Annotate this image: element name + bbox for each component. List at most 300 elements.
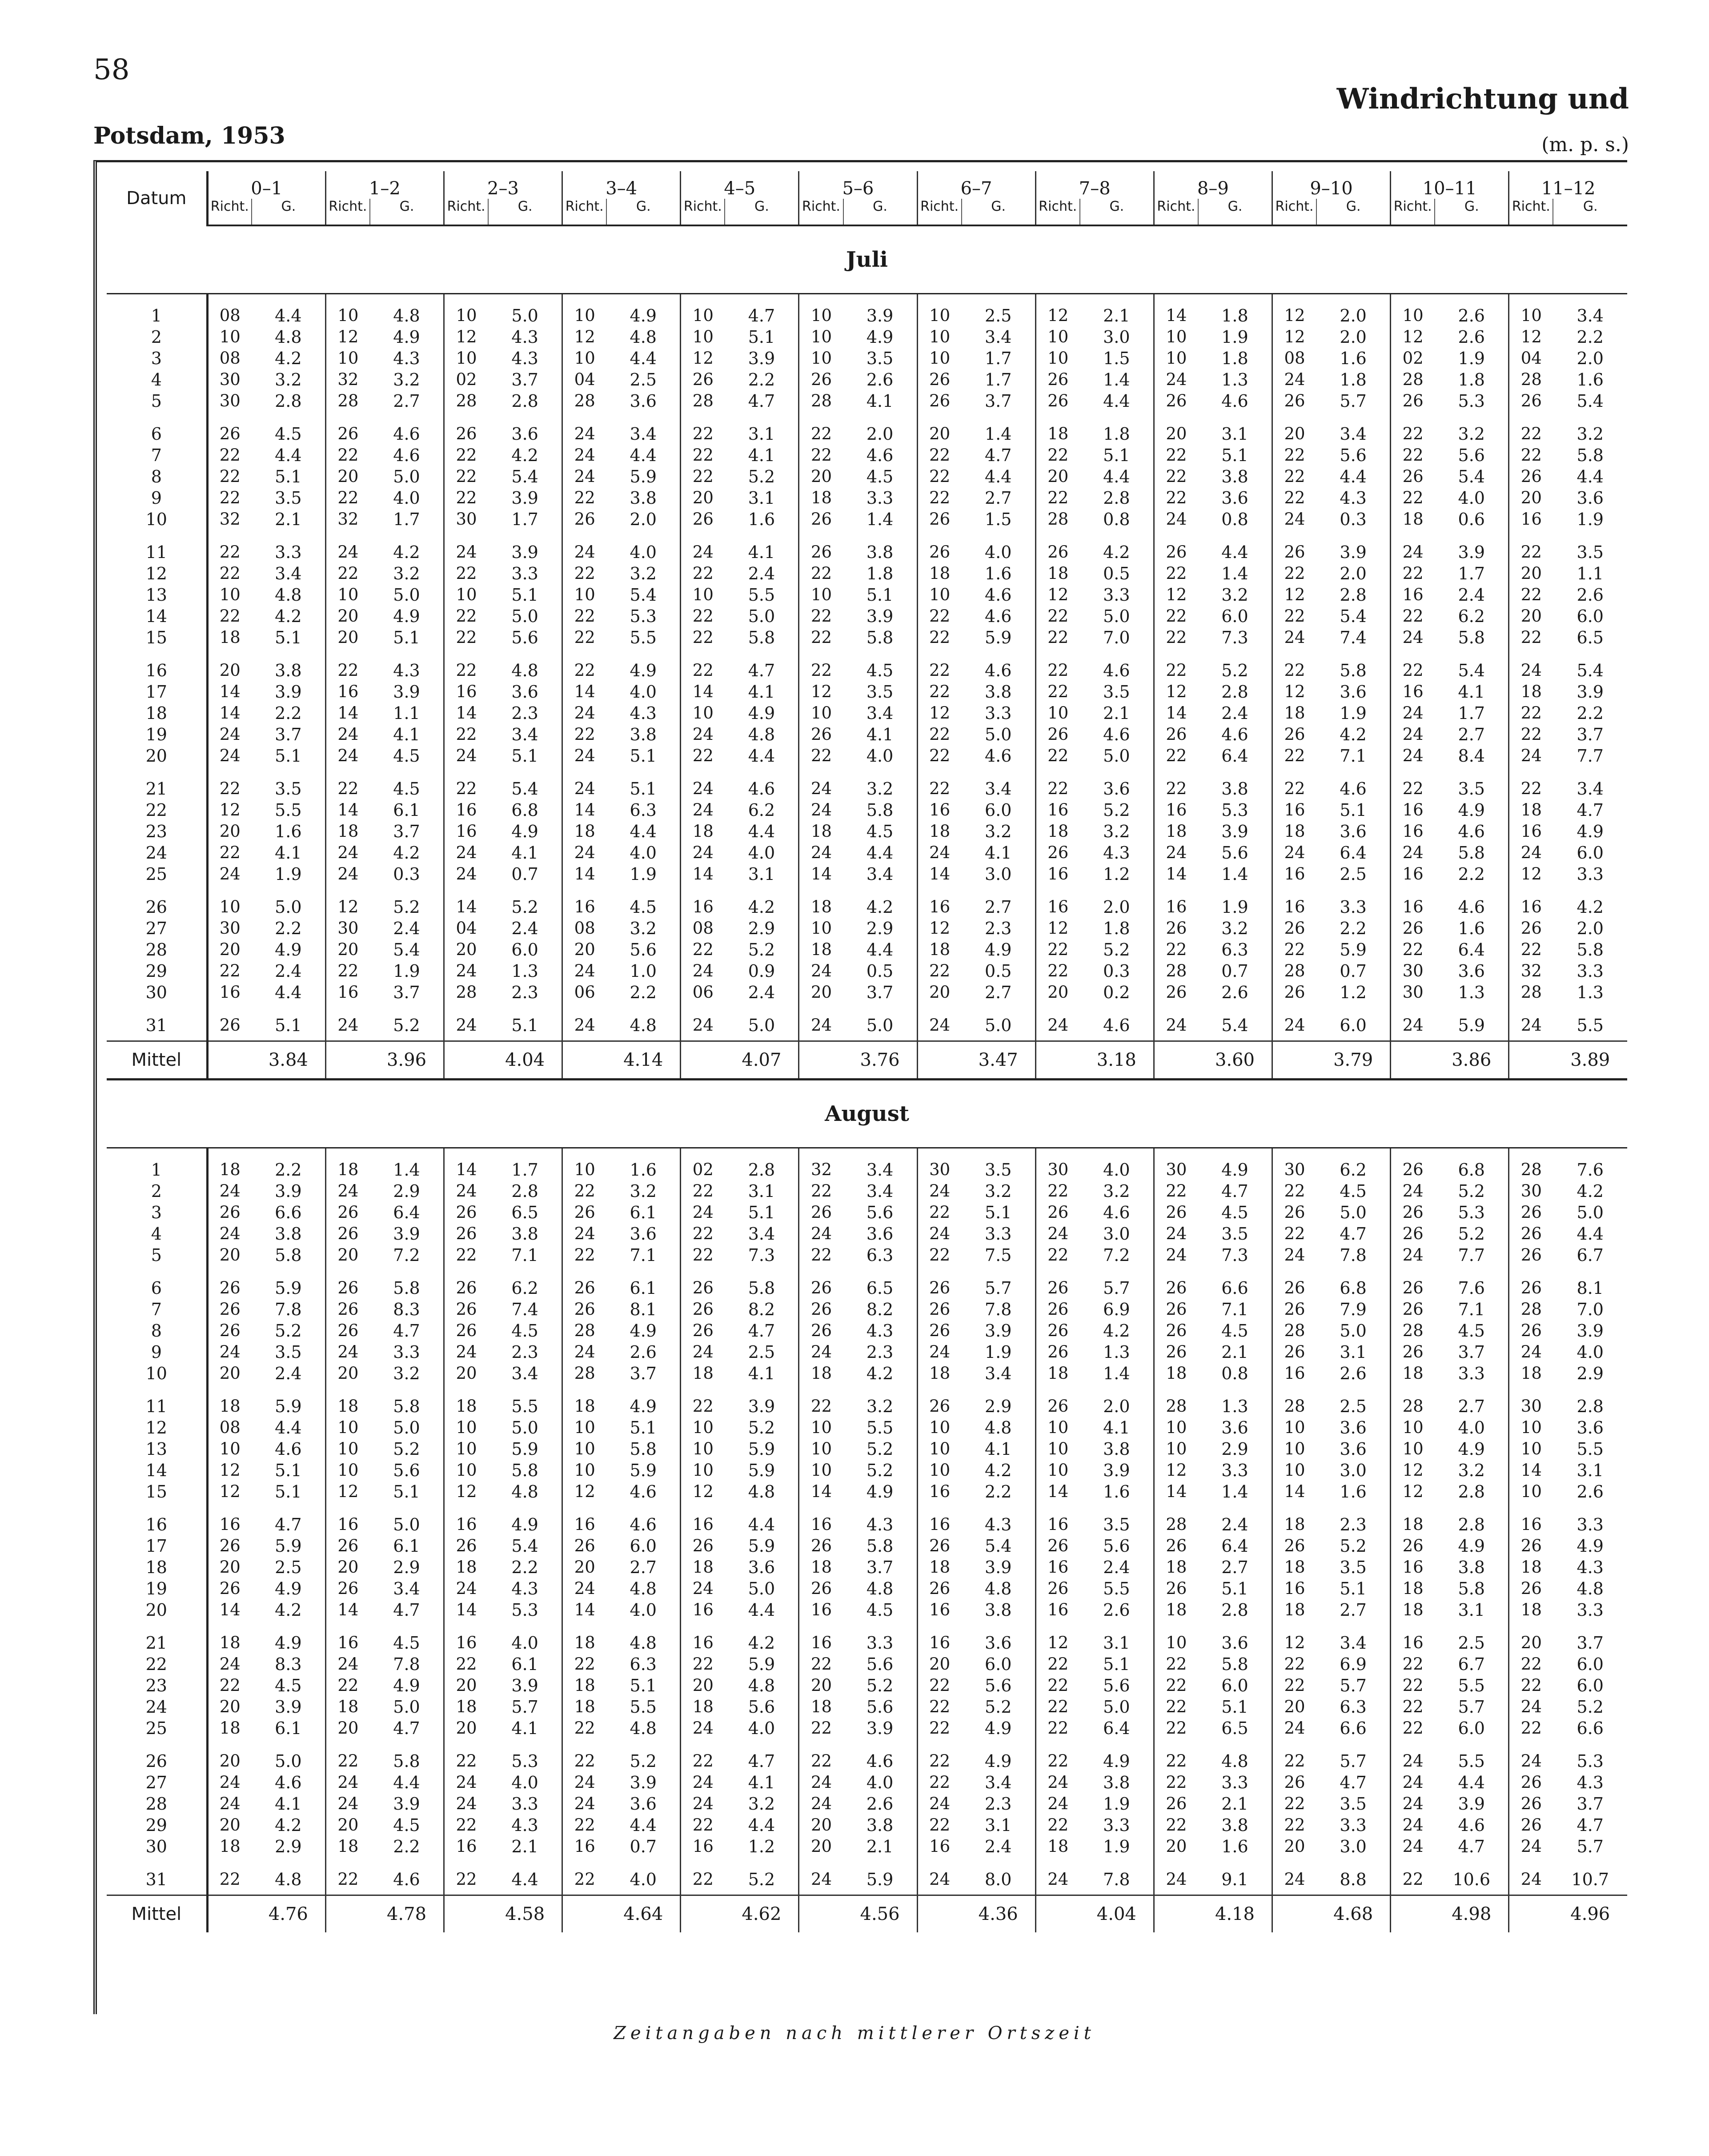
direction-cell: 20 <box>207 1245 252 1266</box>
speed-cell: 4.9 <box>630 1321 657 1341</box>
speed-cell: 4.0 <box>511 1633 538 1653</box>
day-cell: 29 <box>107 960 207 982</box>
direction-cell: 26 <box>1272 982 1316 1003</box>
direction-cell: 22 <box>917 487 962 509</box>
mean-direction-empty <box>325 1895 370 1933</box>
day-cell: 17 <box>107 681 207 703</box>
speed-cell: 0.5 <box>1103 564 1130 583</box>
speed-cell: 3.4 <box>866 1181 894 1201</box>
speed-cell: 4.9 <box>984 1718 1012 1738</box>
mean-direction-empty <box>325 1041 370 1080</box>
speed-cell: 6.9 <box>1103 1300 1130 1319</box>
direction-cell: 10 <box>1035 1417 1080 1438</box>
day-cell: 3 <box>107 1202 207 1223</box>
direction-cell: 22 <box>1035 767 1080 799</box>
speed-cell: 4.8 <box>748 1676 775 1695</box>
hour-interval-header: 11–12 <box>1509 171 1627 199</box>
day-cell: 11 <box>107 530 207 563</box>
speed-cell: 5.5 <box>1577 1439 1604 1459</box>
speed-cell: 3.9 <box>275 1181 302 1201</box>
speed-cell: 2.2 <box>511 1558 538 1577</box>
speed-cell: 4.2 <box>748 1633 775 1653</box>
direction-cell: 22 <box>444 627 488 648</box>
speed-cell: 4.1 <box>511 1718 538 1738</box>
speed-cell: 6.1 <box>630 1203 657 1222</box>
mean-direction-empty <box>799 1041 843 1080</box>
direction-subheader: Richt. <box>917 199 962 225</box>
speed-cell: 3.1 <box>1221 424 1248 444</box>
speed-cell: 2.3 <box>984 919 1012 938</box>
direction-cell: 18 <box>917 939 962 960</box>
direction-cell: 22 <box>1035 1696 1080 1718</box>
speed-cell: 5.0 <box>1577 1203 1604 1222</box>
speed-cell: 4.6 <box>630 1482 657 1502</box>
direction-cell: 10 <box>562 584 607 606</box>
mean-speed-cell: 3.79 <box>1316 1041 1390 1080</box>
day-cell: 17 <box>107 1535 207 1557</box>
speed-cell: 3.4 <box>748 1224 775 1244</box>
speed-cell: 2.7 <box>984 488 1012 508</box>
direction-cell: 22 <box>444 1739 488 1772</box>
direction-cell: 18 <box>1509 1599 1553 1621</box>
direction-cell: 26 <box>444 1320 488 1341</box>
speed-cell: 4.4 <box>275 446 302 465</box>
speed-cell: 5.3 <box>630 606 657 626</box>
speed-cell: 3.8 <box>1103 1439 1130 1459</box>
day-cell: 4 <box>107 1223 207 1245</box>
direction-cell: 18 <box>917 821 962 842</box>
speed-cell: 3.9 <box>393 682 420 702</box>
day-cell: 5 <box>107 390 207 412</box>
speed-cell: 4.9 <box>1577 822 1604 841</box>
speed-cell: 4.4 <box>275 306 302 325</box>
speed-cell: 5.5 <box>630 1697 657 1717</box>
speed-cell: 2.7 <box>393 391 420 411</box>
speed-cell: 4.7 <box>748 661 775 680</box>
day-row <box>107 606 1627 627</box>
speed-cell: 2.2 <box>1340 919 1367 938</box>
direction-cell: 16 <box>1391 885 1435 918</box>
unit-label: (m. p. s.) <box>1541 133 1629 156</box>
day-row <box>107 1836 1627 1857</box>
day-row <box>107 412 1627 445</box>
direction-cell: 10 <box>325 1417 370 1438</box>
direction-cell: 26 <box>1272 1299 1316 1320</box>
direction-cell: 20 <box>917 982 962 1003</box>
direction-subheader: Richt. <box>1154 199 1198 225</box>
direction-cell: 14 <box>799 863 843 885</box>
speed-cell: 5.1 <box>275 467 302 486</box>
speed-cell: 2.0 <box>866 424 894 444</box>
hour-interval-header: 8–9 <box>1154 171 1272 199</box>
speed-cell: 3.7 <box>1577 725 1604 744</box>
speed-cell: 5.2 <box>511 897 538 917</box>
speed-cell: 4.1 <box>748 446 775 465</box>
day-cell: 24 <box>107 842 207 863</box>
day-cell: 10 <box>107 1363 207 1384</box>
direction-cell: 26 <box>799 369 843 390</box>
direction-cell: 18 <box>799 885 843 918</box>
direction-cell: 12 <box>1272 294 1316 327</box>
direction-cell: 26 <box>917 1299 962 1320</box>
direction-cell: 28 <box>562 1320 607 1341</box>
direction-cell: 18 <box>562 821 607 842</box>
speed-cell: 1.3 <box>1103 1342 1130 1362</box>
direction-cell: 26 <box>1272 1535 1316 1557</box>
speed-cell: 0.3 <box>393 864 420 884</box>
day-row <box>107 530 1627 563</box>
direction-cell: 22 <box>1154 767 1198 799</box>
speed-cell: 6.3 <box>630 1654 657 1674</box>
direction-cell: 10 <box>444 348 488 369</box>
speed-cell: 5.1 <box>1221 446 1248 465</box>
direction-cell: 16 <box>799 1502 843 1535</box>
speed-cell: 4.5 <box>275 424 302 444</box>
speed-cell: 3.8 <box>630 725 657 744</box>
speed-cell: 4.5 <box>866 1600 894 1620</box>
day-cell: 14 <box>107 1460 207 1481</box>
speed-cell: 3.0 <box>1340 1461 1367 1480</box>
direction-cell: 24 <box>562 1341 607 1363</box>
direction-cell: 24 <box>444 960 488 982</box>
speed-cell: 6.6 <box>1221 1278 1248 1298</box>
direction-cell: 22 <box>1272 648 1316 681</box>
direction-cell: 26 <box>1509 1266 1553 1299</box>
direction-cell: 28 <box>1272 1320 1316 1341</box>
speed-cell: 4.3 <box>511 327 538 347</box>
direction-cell: 22 <box>562 487 607 509</box>
direction-cell: 30 <box>325 918 370 939</box>
direction-cell: 22 <box>1035 681 1080 703</box>
day-row <box>107 842 1627 863</box>
direction-cell: 22 <box>562 1245 607 1266</box>
speed-cell: 2.3 <box>511 983 538 1002</box>
direction-cell: 20 <box>1509 606 1553 627</box>
direction-cell: 16 <box>207 1502 252 1535</box>
direction-subheader: Richt. <box>799 199 843 225</box>
hour-interval-header: 6–7 <box>917 171 1035 199</box>
speed-cell: 1.4 <box>1221 564 1248 583</box>
direction-cell: 26 <box>562 1299 607 1320</box>
direction-cell: 18 <box>799 939 843 960</box>
direction-cell: 16 <box>444 1502 488 1535</box>
direction-cell: 16 <box>325 1621 370 1654</box>
day-row <box>107 799 1627 821</box>
direction-cell: 16 <box>1035 1599 1080 1621</box>
direction-cell: 24 <box>207 724 252 745</box>
speed-cell: 6.0 <box>984 800 1012 820</box>
speed-cell: 4.3 <box>1340 488 1367 508</box>
speed-cell: 3.2 <box>1103 1181 1130 1201</box>
direction-cell: 18 <box>207 1836 252 1857</box>
speed-cell: 2.2 <box>275 919 302 938</box>
speed-cell: 1.6 <box>1221 1837 1248 1856</box>
direction-cell: 22 <box>207 563 252 584</box>
speed-cell: 5.7 <box>1577 1837 1604 1856</box>
speed-cell: 1.9 <box>275 864 302 884</box>
speed-cell: 5.0 <box>275 897 302 917</box>
direction-cell: 22 <box>1154 1772 1198 1793</box>
speed-cell: 3.8 <box>1103 1773 1130 1792</box>
direction-cell: 32 <box>207 509 252 530</box>
direction-cell: 24 <box>681 1202 725 1223</box>
speed-cell: 2.4 <box>984 1837 1012 1856</box>
speed-cell: 1.4 <box>393 1160 420 1180</box>
speed-cell: 3.8 <box>1221 1815 1248 1835</box>
direction-cell: 22 <box>681 1857 725 1895</box>
direction-cell: 16 <box>1391 821 1435 842</box>
direction-cell: 10 <box>799 326 843 348</box>
direction-cell: 28 <box>1391 369 1435 390</box>
speed-cell: 5.8 <box>1577 940 1604 960</box>
day-row <box>107 1557 1627 1578</box>
direction-cell: 24 <box>207 1180 252 1202</box>
direction-subheader: Richt. <box>1035 199 1080 225</box>
speed-cell: 8.2 <box>748 1300 775 1319</box>
mean-speed-cell: 4.07 <box>725 1041 798 1080</box>
direction-cell: 28 <box>1391 1320 1435 1341</box>
direction-cell: 22 <box>325 563 370 584</box>
speed-cell: 5.1 <box>1221 1579 1248 1598</box>
speed-cell: 5.4 <box>393 940 420 960</box>
speed-cell: 6.8 <box>1340 1278 1367 1298</box>
direction-cell: 26 <box>917 530 962 563</box>
direction-cell: 10 <box>207 326 252 348</box>
direction-cell: 16 <box>444 821 488 842</box>
day-cell: 3 <box>107 348 207 369</box>
speed-cell: 3.9 <box>748 1397 775 1416</box>
direction-cell: 16 <box>1272 1363 1316 1384</box>
mean-direction-empty <box>681 1041 725 1080</box>
direction-cell: 22 <box>1154 1718 1198 1739</box>
direction-cell: 10 <box>681 1438 725 1460</box>
speed-cell: 2.7 <box>630 1558 657 1577</box>
speed-cell: 5.2 <box>748 940 775 960</box>
speed-cell: 4.3 <box>866 1515 894 1534</box>
direction-cell: 26 <box>917 1320 962 1341</box>
direction-cell: 22 <box>1154 1675 1198 1696</box>
direction-cell: 26 <box>1035 1299 1080 1320</box>
speed-cell: 4.5 <box>393 746 420 766</box>
speed-cell: 5.7 <box>1340 1751 1367 1771</box>
speed-cell: 4.5 <box>1340 1181 1367 1201</box>
speed-cell: 3.8 <box>1458 1558 1485 1577</box>
direction-cell: 26 <box>681 1266 725 1299</box>
speed-cell: 5.9 <box>1340 940 1367 960</box>
direction-cell: 26 <box>1391 1223 1435 1245</box>
direction-cell: 10 <box>444 294 488 327</box>
direction-cell: 24 <box>799 799 843 821</box>
direction-cell: 06 <box>681 982 725 1003</box>
direction-cell: 22 <box>207 487 252 509</box>
direction-cell: 18 <box>325 1696 370 1718</box>
direction-cell: 26 <box>1154 1793 1198 1815</box>
direction-cell: 28 <box>1509 982 1553 1003</box>
speed-cell: 4.4 <box>630 822 657 841</box>
direction-cell: 16 <box>681 1502 725 1535</box>
speed-cell: 2.8 <box>511 1181 538 1201</box>
speed-cell: 5.6 <box>1340 446 1367 465</box>
direction-cell: 22 <box>1272 466 1316 487</box>
speed-cell: 6.4 <box>1221 1536 1248 1556</box>
speed-cell: 3.9 <box>1577 1321 1604 1341</box>
day-row <box>107 445 1627 466</box>
speed-cell: 2.4 <box>1458 585 1485 605</box>
speed-cell: 5.1 <box>511 585 538 605</box>
direction-cell: 14 <box>1272 1481 1316 1502</box>
direction-cell: 26 <box>1035 369 1080 390</box>
speed-cell: 0.5 <box>866 961 894 981</box>
direction-cell: 22 <box>917 466 962 487</box>
direction-cell: 16 <box>1035 863 1080 885</box>
direction-cell: 26 <box>799 1535 843 1557</box>
month-heading: Juli <box>107 225 1627 294</box>
speed-cell: 2.4 <box>1103 1558 1130 1577</box>
date-column-header: Datum <box>107 171 207 225</box>
direction-cell: 24 <box>681 724 725 745</box>
speed-cell: 5.8 <box>1340 661 1367 680</box>
direction-cell: 12 <box>917 918 962 939</box>
day-row <box>107 1793 1627 1815</box>
direction-cell: 22 <box>1391 445 1435 466</box>
speed-cell: 5.0 <box>393 1515 420 1534</box>
direction-cell: 10 <box>681 294 725 327</box>
speed-cell: 2.2 <box>275 1160 302 1180</box>
speed-cell: 3.7 <box>1577 1633 1604 1653</box>
speed-cell: 5.7 <box>511 1697 538 1717</box>
day-row <box>107 294 1627 327</box>
speed-cell: 2.7 <box>1458 725 1485 744</box>
direction-cell: 28 <box>1509 1148 1553 1181</box>
direction-cell: 22 <box>562 1654 607 1675</box>
speed-cell: 5.6 <box>748 1697 775 1717</box>
direction-cell: 14 <box>444 1599 488 1621</box>
direction-subheader: Richt. <box>207 199 252 225</box>
speed-cell: 3.2 <box>393 370 420 389</box>
direction-cell: 22 <box>444 606 488 627</box>
speed-cell: 2.8 <box>1340 585 1367 605</box>
speed-cell: 3.3 <box>1221 1773 1248 1792</box>
speed-cell: 2.6 <box>1340 1364 1367 1383</box>
speed-cell: 6.1 <box>393 800 420 820</box>
speed-cell: 4.2 <box>866 1364 894 1383</box>
hour-interval-header: 1–2 <box>325 171 444 199</box>
speed-cell: 3.4 <box>984 327 1012 347</box>
direction-cell: 32 <box>799 1148 843 1181</box>
direction-cell: 22 <box>799 648 843 681</box>
day-cell: 24 <box>107 1696 207 1718</box>
direction-cell: 10 <box>325 1438 370 1460</box>
mean-direction-empty <box>1035 1041 1080 1080</box>
speed-cell: 5.1 <box>275 1482 302 1502</box>
speed-cell: 4.1 <box>748 542 775 562</box>
direction-cell: 14 <box>1154 1481 1198 1502</box>
mean-direction-empty <box>1035 1895 1080 1933</box>
speed-cell: 4.4 <box>275 1418 302 1437</box>
speed-cell: 5.0 <box>984 1016 1012 1035</box>
speed-cell: 4.3 <box>984 1515 1012 1534</box>
direction-cell: 26 <box>207 1003 252 1041</box>
direction-cell: 12 <box>1391 1481 1435 1502</box>
speed-cell: 3.2 <box>1221 585 1248 605</box>
speed-cell: 3.3 <box>984 703 1012 723</box>
direction-cell: 24 <box>681 1003 725 1041</box>
speed-cell: 4.4 <box>866 940 894 960</box>
direction-cell: 20 <box>1272 1696 1316 1718</box>
speed-cell: 2.8 <box>275 391 302 411</box>
speed-cell: 7.0 <box>1577 1300 1604 1319</box>
speed-cell: 2.3 <box>511 703 538 723</box>
speed-cell: 6.0 <box>1577 843 1604 863</box>
speed-cell: 4.4 <box>748 1815 775 1835</box>
direction-cell: 26 <box>1035 842 1080 863</box>
mean-direction-empty <box>444 1895 488 1933</box>
direction-cell: 22 <box>681 1245 725 1266</box>
direction-cell: 20 <box>207 1696 252 1718</box>
direction-cell: 26 <box>1035 530 1080 563</box>
direction-cell: 18 <box>444 1384 488 1417</box>
direction-cell: 24 <box>325 1341 370 1363</box>
speed-cell: 3.5 <box>275 488 302 508</box>
speed-cell: 4.9 <box>1458 1439 1485 1459</box>
direction-cell: 16 <box>681 1599 725 1621</box>
speed-cell: 3.1 <box>748 488 775 508</box>
day-cell: 30 <box>107 1836 207 1857</box>
direction-cell: 10 <box>917 1460 962 1481</box>
direction-cell: 24 <box>325 1654 370 1675</box>
speed-cell: 4.6 <box>1103 725 1130 744</box>
day-cell: 6 <box>107 1266 207 1299</box>
direction-cell: 18 <box>1272 1599 1316 1621</box>
speed-cell: 6.0 <box>1577 1676 1604 1695</box>
day-cell: 25 <box>107 863 207 885</box>
speed-cell: 3.9 <box>275 682 302 702</box>
direction-cell: 26 <box>1391 1299 1435 1320</box>
direction-cell: 10 <box>799 918 843 939</box>
day-cell: 28 <box>107 1793 207 1815</box>
direction-cell: 16 <box>917 885 962 918</box>
direction-cell: 22 <box>1154 445 1198 466</box>
speed-cell: 2.8 <box>1103 488 1130 508</box>
day-row <box>107 627 1627 648</box>
speed-cell: 3.3 <box>1103 1815 1130 1835</box>
speed-cell: 6.1 <box>511 1654 538 1674</box>
speed-cell: 4.2 <box>275 606 302 626</box>
direction-cell: 24 <box>325 724 370 745</box>
speed-subheader: G. <box>1080 199 1154 225</box>
speed-cell: 3.2 <box>393 1364 420 1383</box>
direction-cell: 14 <box>917 863 962 885</box>
direction-cell: 24 <box>681 1793 725 1815</box>
direction-cell: 26 <box>207 1202 252 1223</box>
speed-cell: 1.7 <box>1458 703 1485 723</box>
speed-cell: 3.6 <box>1221 1418 1248 1437</box>
direction-cell: 24 <box>681 960 725 982</box>
direction-cell: 18 <box>325 1836 370 1857</box>
speed-cell: 3.5 <box>1340 1558 1367 1577</box>
direction-cell: 26 <box>1509 1793 1553 1815</box>
speed-cell: 7.3 <box>1221 628 1248 647</box>
speed-cell: 6.4 <box>393 1203 420 1222</box>
speed-subheader: G. <box>962 199 1035 225</box>
speed-cell: 3.1 <box>748 864 775 884</box>
direction-cell: 28 <box>1509 1299 1553 1320</box>
direction-cell: 26 <box>1509 1223 1553 1245</box>
direction-cell: 16 <box>917 1502 962 1535</box>
speed-cell: 5.6 <box>1103 1536 1130 1556</box>
direction-cell: 26 <box>917 390 962 412</box>
speed-cell: 4.6 <box>1103 661 1130 680</box>
